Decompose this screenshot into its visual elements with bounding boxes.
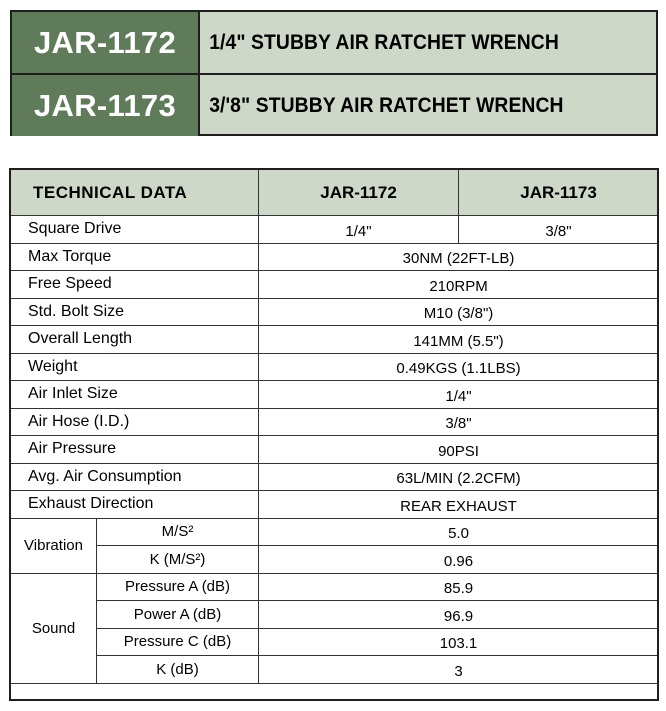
vibration-group-label: Vibration bbox=[11, 518, 97, 573]
sound-value: 103.1 bbox=[259, 628, 659, 656]
product-title: 3/'8" STUBBY AIR RATCHET WRENCH bbox=[209, 93, 564, 117]
table-row bbox=[11, 298, 659, 326]
technical-data-table bbox=[10, 169, 659, 684]
spec-label: Exhaust Direction bbox=[11, 491, 259, 519]
spec-value: 63L/MIN (2.2CFM) bbox=[259, 463, 659, 491]
product-code: JAR-1172 bbox=[12, 12, 200, 73]
sound-value: 96.9 bbox=[259, 601, 659, 629]
spec-value: M10 (3/8") bbox=[259, 298, 659, 326]
table-row bbox=[11, 353, 659, 381]
spec-label: Air Inlet Size bbox=[11, 381, 259, 409]
spec-value: 0.49KGS (1.1LBS) bbox=[259, 353, 659, 381]
table-header-row bbox=[11, 170, 659, 216]
table-row bbox=[11, 216, 659, 244]
spec-value: REAR EXHAUST bbox=[259, 491, 659, 519]
table-row bbox=[11, 628, 659, 656]
table-row bbox=[11, 518, 659, 546]
spec-value-jar-1173: 3/8" bbox=[459, 216, 659, 244]
table-row bbox=[11, 601, 659, 629]
spec-value: 30NM (22FT-LB) bbox=[259, 243, 659, 271]
spec-value: 3/8" bbox=[259, 408, 659, 436]
table-row bbox=[11, 271, 659, 299]
spec-value: 210RPM bbox=[259, 271, 659, 299]
spec-value-jar-1172: 1/4" bbox=[259, 216, 459, 244]
table-row bbox=[11, 408, 659, 436]
sound-sub-label: K (dB) bbox=[97, 656, 259, 684]
product-row-2 bbox=[12, 75, 656, 136]
table-row bbox=[11, 491, 659, 519]
column-header-jar-1172: JAR-1172 bbox=[259, 170, 459, 216]
vibration-sub-label: K (M/S²) bbox=[97, 546, 259, 574]
spec-label: Max Torque bbox=[11, 243, 259, 271]
sound-sub-label: Pressure A (dB) bbox=[97, 573, 259, 601]
sound-sub-label: Pressure C (dB) bbox=[97, 628, 259, 656]
spec-value: 141MM (5.5") bbox=[259, 326, 659, 354]
table-row bbox=[11, 463, 659, 491]
spec-label: Free Speed bbox=[11, 271, 259, 299]
sound-group-label: Sound bbox=[11, 573, 97, 683]
vibration-value: 0.96 bbox=[259, 546, 659, 574]
product-code: JAR-1173 bbox=[12, 75, 200, 136]
table-row bbox=[11, 573, 659, 601]
table-row bbox=[11, 656, 659, 684]
sound-value: 3 bbox=[259, 656, 659, 684]
product-row-1 bbox=[12, 12, 656, 75]
technical-data-heading: TECHNICAL DATA bbox=[11, 170, 259, 216]
spec-label: Square Drive bbox=[11, 216, 259, 244]
spec-value: 90PSI bbox=[259, 436, 659, 464]
table-row bbox=[11, 381, 659, 409]
table-row bbox=[11, 326, 659, 354]
spec-label: Avg. Air Consumption bbox=[11, 463, 259, 491]
spec-label: Air Pressure bbox=[11, 436, 259, 464]
spec-label: Air Hose (I.D.) bbox=[11, 408, 259, 436]
table-row bbox=[11, 243, 659, 271]
vibration-value: 5.0 bbox=[259, 518, 659, 546]
column-header-jar-1173: JAR-1173 bbox=[459, 170, 659, 216]
table-row bbox=[11, 546, 659, 574]
sound-sub-label: Power A (dB) bbox=[97, 601, 259, 629]
sound-value: 85.9 bbox=[259, 573, 659, 601]
table-row bbox=[11, 436, 659, 464]
product-header bbox=[10, 10, 658, 136]
product-title: 1/4" STUBBY AIR RATCHET WRENCH bbox=[209, 30, 559, 54]
spec-label: Std. Bolt Size bbox=[11, 298, 259, 326]
spec-label: Overall Length bbox=[11, 326, 259, 354]
vibration-sub-label: M/S² bbox=[97, 518, 259, 546]
spec-label: Weight bbox=[11, 353, 259, 381]
spec-value: 1/4" bbox=[259, 381, 659, 409]
